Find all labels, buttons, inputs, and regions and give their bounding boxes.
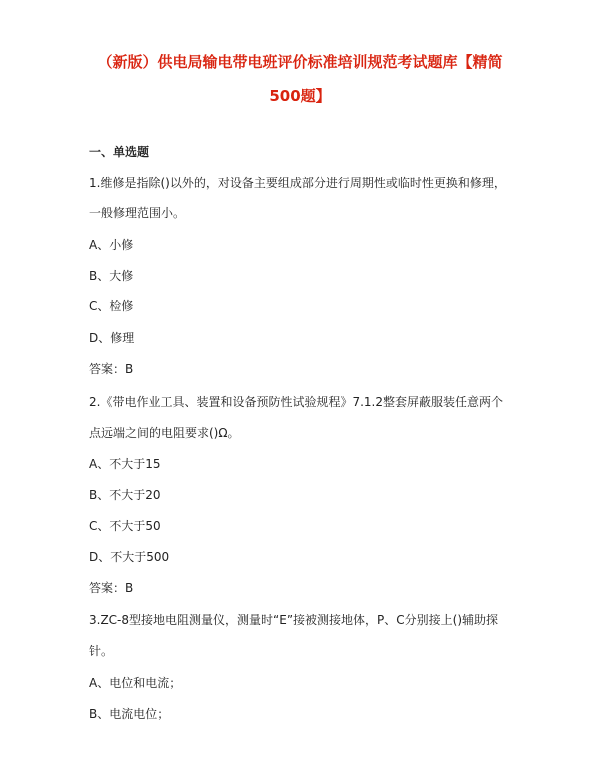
question-2-option-d: D、不大于500 bbox=[89, 550, 170, 564]
question-2-stem-line-2: 点远端之间的电阻要求()Ω。 bbox=[89, 426, 240, 440]
question-1-answer: 答案：B bbox=[89, 362, 134, 376]
question-2-option-b: B、不大于20 bbox=[89, 488, 161, 502]
question-2-option-a: A、不大于15 bbox=[89, 457, 161, 471]
question-1-option-b: B、大修 bbox=[89, 269, 134, 283]
document-title-line-2: 500题】 bbox=[269, 87, 331, 105]
question-2-answer: 答案：B bbox=[89, 581, 134, 595]
question-1-stem-line-1: 1.维修是指除()以外的，对设备主要组成部分进行周期性或临时性更换和修理， bbox=[89, 176, 506, 190]
section-heading: 一、单选题 bbox=[89, 145, 150, 159]
question-3-option-a: A、电位和电流； bbox=[89, 676, 182, 690]
question-3-option-b: B、电流电位； bbox=[89, 707, 170, 721]
question-2-stem-line-1: 2.《带电作业工具、装置和设备预防性试验规程》7.1.2整套屏蔽服装任意两个 bbox=[89, 395, 503, 409]
question-1-option-a: A、小修 bbox=[89, 238, 134, 252]
question-2-option-c: C、不大于50 bbox=[89, 519, 161, 533]
question-3-stem-line-1: 3.ZC-8型接地电阻测量仪，测量时“E”接被测接地体，P、C分别接上()辅助探 bbox=[89, 613, 499, 627]
question-1-option-c: C、检修 bbox=[89, 299, 134, 313]
question-1-option-d: D、修理 bbox=[89, 331, 135, 345]
question-3-stem-line-2: 针。 bbox=[89, 644, 114, 658]
question-1-stem-line-2: 一般修理范围小。 bbox=[89, 206, 186, 220]
document-title-line-1: （新版）供电局输电带电班评价标准培训规范考试题库【精简 bbox=[97, 53, 503, 71]
